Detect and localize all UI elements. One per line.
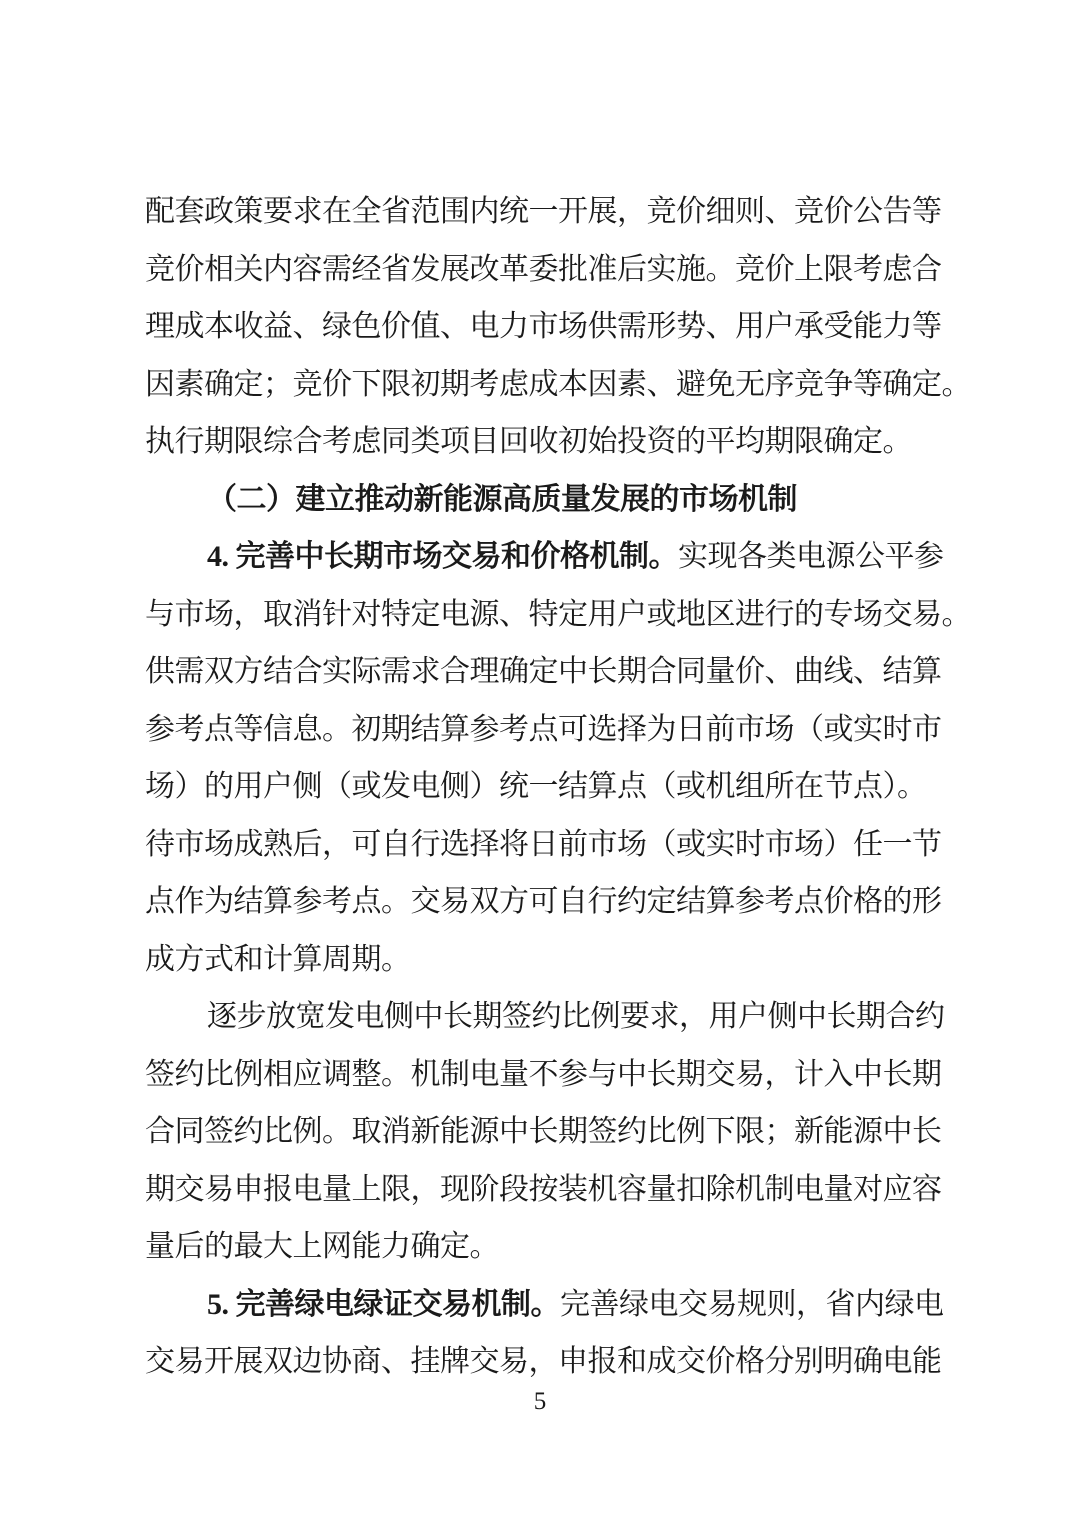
body-line (145, 643, 942, 701)
line-text: 逐步放宽发电侧中长期签约比例要求，用户侧中长期合约 (207, 1000, 945, 1033)
body-line (145, 183, 942, 241)
body-line (145, 701, 942, 759)
section-heading-2 (145, 471, 935, 529)
line-text: 点作为结算参考点。交易双方可自行约定结算参考点价格的形 (145, 885, 942, 918)
body-line (145, 298, 942, 356)
line-text: 完善绿电交易规则，省内绿电 (560, 1287, 944, 1321)
line-text: 参考点等信息。初期结算参考点可选择为日前市场（或实时市 (145, 712, 942, 746)
item-4-heading: 4. 完善中长期市场交易和价格机制。 (207, 540, 678, 573)
body-line (145, 413, 935, 471)
paragraph-start-line (145, 988, 945, 1046)
body-line (145, 873, 942, 931)
line-text: 供需双方结合实际需求合理确定中长期合同量价、曲线、结算 (145, 655, 942, 688)
body-line (145, 931, 935, 989)
line-text: 与市场，取消针对特定电源、特定用户或地区进行的专场交易。 (145, 597, 971, 631)
body-line (145, 1103, 942, 1161)
body-line (145, 758, 935, 816)
body-line (145, 816, 942, 874)
section-heading-text: （二）建立推动新能源高质量发展的市场机制 (207, 482, 797, 516)
body-line (145, 1333, 942, 1391)
line-text: 成方式和计算周期。 (145, 942, 411, 976)
body-line (145, 241, 942, 299)
line-text: 交易开展双边协商、挂牌交易，申报和成交价格分别明确电能 (145, 1345, 942, 1378)
line-text: 实现各类电源公平参 (678, 540, 944, 573)
line-text: 因素确定；竞价下限初期考虑成本因素、避免无序竞争等确定。 (145, 367, 971, 401)
line-text: 场）的用户侧（或发电侧）统一结算点（或机组所在节点）。 (145, 770, 927, 803)
line-text: 量后的最大上网能力确定。 (145, 1230, 499, 1263)
line-text: 待市场成熟后，可自行选择将日前市场（或实时市场）任一节 (145, 827, 942, 861)
line-text: 期交易申报电量上限，现阶段按装机容量扣除机制电量对应容 (145, 1172, 942, 1206)
item-4-lead-line (145, 528, 944, 586)
body-line (145, 356, 971, 414)
line-text: 配套政策要求在全省范围内统一开展，竞价细则、竞价公告等 (145, 195, 942, 228)
page-body-text (145, 183, 971, 1391)
body-line (145, 586, 971, 644)
line-text: 执行期限综合考虑同类项目回收初始投资的平均期限确定。 (145, 425, 912, 458)
item-5-heading: 5. 完善绿电绿证交易机制。 (207, 1287, 560, 1321)
body-line (145, 1046, 942, 1104)
item-5-lead-line (145, 1276, 944, 1334)
line-text: 签约比例相应调整。机制电量不参与中长期交易，计入中长期 (145, 1057, 942, 1091)
page-number: 5 (533, 1388, 547, 1415)
line-text: 竞价相关内容需经省发展改革委批准后实施。竞价上限考虑合 (145, 252, 942, 286)
line-text: 理成本收益、绿色价值、电力市场供需形势、用户承受能力等 (145, 310, 942, 343)
body-line (145, 1161, 942, 1219)
body-line (145, 1218, 935, 1276)
line-text: 合同签约比例。取消新能源中长期签约比例下限；新能源中长 (145, 1115, 942, 1148)
